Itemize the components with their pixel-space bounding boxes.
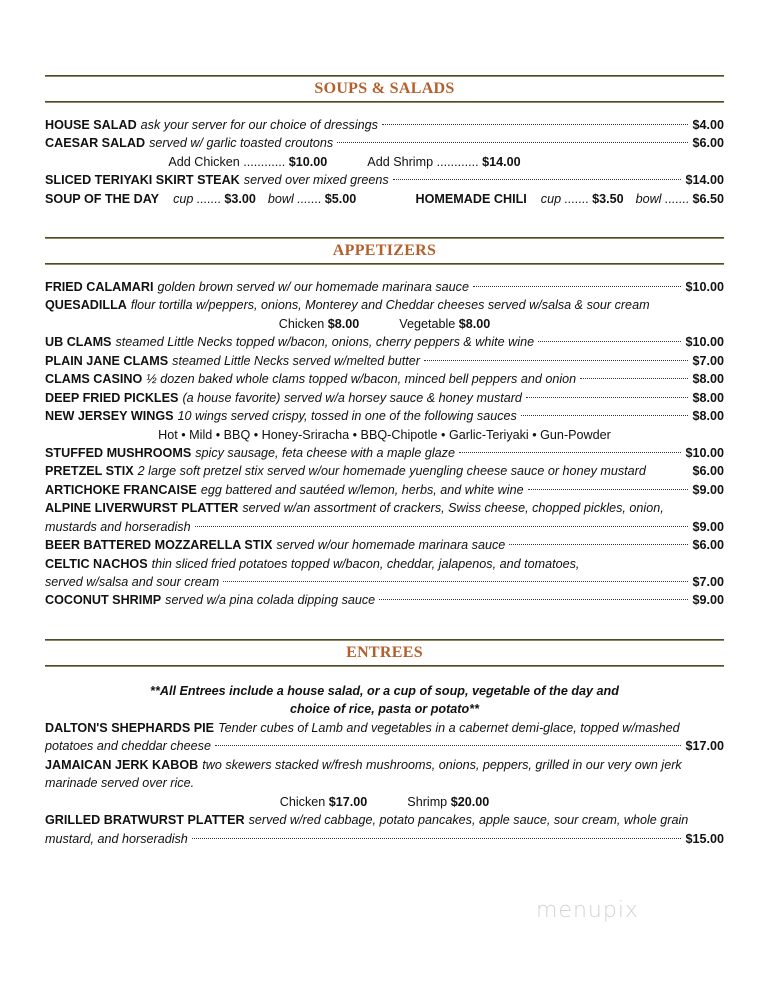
item-description: flour tortilla w/peppers, onions, Monterey and Cheddar cheeses served w/salsa & sour cream — [130, 298, 650, 313]
menu-item — [45, 555, 724, 573]
note-text: choice of rice, pasta or potato** — [290, 702, 479, 717]
cup-price: $3.00 — [224, 191, 256, 206]
item-description: served w/an assortment of crackers, Swiss cheese, chopped pickles, onion, — [242, 501, 664, 516]
item-description: mustard, and horseradish — [45, 831, 188, 846]
option-price: $17.00 — [328, 794, 368, 809]
item-description: 2 large soft pretzel stix served w/our homemade yuengling cheese sauce or honey mustard — [137, 464, 646, 479]
dot-leader — [528, 489, 689, 490]
item-description: Tender cubes of Lamb and vegetables in a cabernet demi-glace, topped w/mashed — [218, 720, 680, 735]
price-options — [45, 153, 724, 171]
item-price: $10.00 — [685, 335, 724, 350]
item-description: potatoes and cheddar cheese — [45, 739, 211, 754]
dot-leader — [473, 286, 682, 287]
option-label: Add Chicken ............ — [168, 154, 286, 169]
menu-item — [45, 370, 724, 388]
sauce-options — [45, 426, 724, 444]
menu-item-group — [416, 190, 724, 208]
menu-item — [45, 407, 724, 425]
soup-chili-line — [45, 190, 724, 208]
menu-items — [45, 278, 724, 610]
item-description: golden brown served w/ our homemade marinara sauce — [157, 280, 469, 294]
item-name: GRILLED BRATWURST PLATTER — [45, 813, 245, 828]
item-description: spicy sausage, feta cheese with a maple glaze — [195, 445, 455, 460]
bowl-label: bowl ....... — [635, 191, 690, 206]
option-label: Add Shrimp ............ — [367, 154, 479, 169]
item-description: mustards and horseradish — [45, 519, 191, 534]
menu-item — [45, 811, 724, 829]
item-description: egg battered and sautéed w/lemon, herbs, and white wine — [200, 482, 524, 497]
menu-item — [45, 444, 724, 462]
item-name: DALTON'S SHEPHARDS PIE — [45, 720, 215, 735]
option-label: Vegetable — [399, 316, 456, 331]
item-description: served w/ garlic toasted croutons — [149, 136, 334, 151]
item-description: ½ dozen baked whole clams topped w/bacon, minced bell peppers and onion — [146, 372, 577, 387]
option-price: $20.00 — [450, 794, 490, 809]
item-description: two skewers stacked w/fresh mushrooms, onions, peppers, grilled in our very own jerk — [202, 757, 682, 772]
menu-item — [45, 774, 724, 792]
item-price: $9.00 — [692, 593, 724, 608]
option-label: Shrimp — [407, 794, 448, 809]
item-name: UB CLAMS — [45, 335, 112, 350]
section-soups-salads — [45, 75, 724, 208]
item-description: (a house favorite) served w/a horsey sauce & honey mustard — [182, 390, 522, 405]
dot-leader — [521, 415, 689, 416]
item-description: served over mixed greens — [243, 173, 389, 188]
item-name: DEEP FRIED PICKLES — [45, 390, 179, 405]
section-entrees — [45, 639, 724, 848]
dot-leader — [195, 526, 689, 527]
dot-leader — [538, 341, 681, 342]
option-label: Chicken — [279, 794, 326, 809]
item-price: $9.00 — [692, 482, 724, 497]
note-text: **All Entrees include a house salad, or a cup of soup, vegetable of the day and — [150, 684, 619, 698]
entree-note — [45, 682, 724, 700]
menu-item — [45, 296, 724, 314]
menu-item — [45, 719, 724, 737]
item-description: served w/a pina colada dipping sauce — [165, 593, 376, 608]
option-price: $10.00 — [288, 154, 328, 169]
menu-item — [45, 536, 724, 554]
item-price: $15.00 — [685, 831, 724, 846]
dot-leader — [526, 397, 689, 398]
item-name: HOUSE SALAD — [45, 118, 137, 132]
section-appetizers — [45, 237, 724, 610]
item-name: PLAIN JANE CLAMS — [45, 353, 169, 368]
menu-item — [45, 116, 724, 134]
dot-leader — [382, 124, 689, 125]
cup-price: $3.50 — [592, 191, 624, 206]
menu-item — [45, 171, 724, 189]
price-options — [45, 315, 724, 333]
item-price: $14.00 — [685, 173, 724, 188]
item-description: 10 wings served crispy, tossed in one of the following sauces — [177, 409, 517, 424]
item-price: $4.00 — [692, 118, 724, 132]
menu-item — [45, 134, 724, 152]
item-name: CELTIC NACHOS — [45, 556, 148, 571]
dot-leader — [337, 142, 688, 143]
cup-label: cup ....... — [173, 191, 222, 206]
price-option — [280, 793, 368, 811]
option-price: $8.00 — [458, 316, 491, 331]
bowl-price: $6.50 — [692, 191, 724, 206]
item-name: QUESADILLA — [45, 298, 127, 313]
dot-leader — [580, 378, 688, 379]
item-description: served w/our homemade marinara sauce — [276, 538, 506, 553]
section-rule — [45, 665, 724, 667]
item-name: BEER BATTERED MOZZARELLA STIX — [45, 538, 273, 553]
dot-leader — [223, 581, 688, 582]
menu-item — [45, 830, 724, 848]
item-name: PRETZEL STIX — [45, 464, 134, 479]
section-rule — [45, 263, 724, 265]
menu-item — [45, 278, 724, 296]
item-description: steamed Little Necks served w/melted butter — [172, 353, 420, 368]
item-name: ARTICHOKE FRANCAISE — [45, 482, 197, 497]
price-option — [279, 315, 360, 333]
dot-leader — [424, 360, 689, 361]
section-heading: SOUPS & SALADS — [314, 80, 455, 97]
item-price: $10.00 — [685, 280, 724, 294]
item-description: steamed Little Necks topped w/bacon, onions, cherry peppers & white wine — [115, 335, 535, 350]
price-option — [367, 153, 520, 171]
menu-item — [45, 481, 724, 499]
item-price: $8.00 — [692, 409, 724, 424]
item-name: COCONUT SHRIMP — [45, 593, 162, 608]
dot-leader — [459, 452, 682, 453]
item-name: ALPINE LIVERWURST PLATTER — [45, 501, 239, 516]
price-options — [45, 793, 724, 811]
dot-leader — [509, 544, 688, 545]
item-price: $10.00 — [685, 445, 724, 460]
item-description: thin sliced fried potatoes topped w/bacon, cheddar, jalapenos, and tomatoes, — [151, 556, 580, 571]
item-price: $9.00 — [692, 519, 724, 534]
entree-note — [45, 700, 724, 718]
item-name: STUFFED MUSHROOMS — [45, 445, 192, 460]
section-heading: ENTREES — [346, 644, 423, 661]
menu-item — [45, 573, 724, 591]
bowl-price: $5.00 — [324, 191, 357, 206]
section-heading: APPETIZERS — [332, 242, 437, 259]
item-name: SOUP OF THE DAY — [45, 191, 160, 206]
item-price: $6.00 — [692, 136, 724, 151]
option-label: Chicken — [278, 316, 325, 331]
item-description: served w/red cabbage, potato pancakes, apple sauce, sour cream, whole grain — [248, 813, 689, 828]
sauce-list: Hot • Mild • BBQ • Honey-Sriracha • BBQ-Chipotle • Garlic-Teriyaki • Gun-Powder — [158, 427, 611, 442]
item-name: NEW JERSEY WINGS — [45, 409, 174, 424]
dot-leader — [393, 179, 682, 180]
menu-item-group — [45, 190, 368, 208]
menu-item — [45, 352, 724, 370]
item-name: CAESAR SALAD — [45, 136, 146, 151]
price-option — [168, 153, 327, 171]
item-price: $8.00 — [692, 390, 724, 405]
item-description: served w/salsa and sour cream — [45, 575, 220, 589]
item-price: $7.00 — [692, 353, 724, 368]
menu-item — [45, 591, 724, 609]
option-price: $14.00 — [482, 154, 521, 169]
menupix-watermark: menupix — [536, 898, 639, 923]
item-name: HOMEMADE CHILI — [415, 191, 527, 206]
item-price: $7.00 — [692, 575, 724, 589]
item-name: FRIED CALAMARI — [45, 280, 154, 294]
item-price: $17.00 — [685, 739, 724, 754]
price-option — [399, 315, 490, 333]
cup-label: cup ....... — [540, 191, 590, 206]
item-name: JAMAICAN JERK KABOB — [45, 757, 199, 772]
dot-leader — [192, 838, 682, 839]
item-description: ask your server for our choice of dressings — [140, 118, 378, 132]
bowl-label: bowl ....... — [267, 191, 322, 206]
item-price: $6.00 — [692, 538, 724, 553]
menu-item — [45, 462, 724, 480]
menu-item — [45, 499, 724, 517]
menu-item — [45, 756, 724, 774]
item-price: $8.00 — [692, 372, 724, 387]
menu-item — [45, 737, 724, 755]
option-price: $8.00 — [327, 316, 360, 331]
menu-item — [45, 333, 724, 351]
price-option — [407, 793, 489, 811]
menu-items — [45, 682, 724, 848]
item-name: CLAMS CASINO — [45, 372, 143, 387]
item-name: SLICED TERIYAKI SKIRT STEAK — [45, 173, 240, 188]
section-rule — [45, 101, 724, 103]
menu-items — [45, 116, 724, 208]
menu-item — [45, 518, 724, 536]
item-price: $6.00 — [692, 464, 724, 479]
item-description: marinade served over rice. — [45, 776, 195, 791]
dot-leader — [215, 745, 682, 746]
menu-item — [45, 389, 724, 407]
dot-leader — [379, 599, 688, 600]
